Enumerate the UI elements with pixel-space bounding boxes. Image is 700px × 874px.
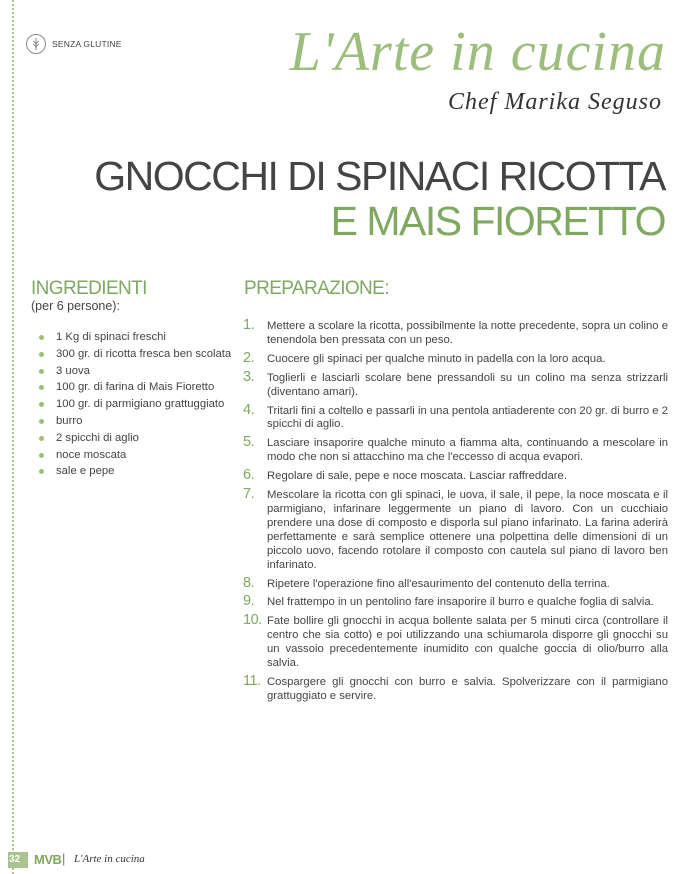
step-text: Lasciare insaporire qualche minuto a fiamma alta, continuando a mescolare in modo che non si attacchino ma che l'eccesso di acqua evapori. bbox=[267, 437, 668, 464]
step-text: Mescolare la ricotta con gli spinaci, le uova, il sale, il pepe, la noce moscata e il parmigiano, infarinare leggermente un piano di lavoro. Con un cucchiaio prendere una dose di composto e disporla sul piano infarinato. La farina aderirà perfettamente e sarà semplice ottenere una polpettina delle dimensioni di un piccolo uovo, facendo rotolare il composto con cautela sul piano di lavoro ben infarinato. bbox=[267, 489, 668, 571]
gluten-free-icon bbox=[26, 34, 46, 54]
bullet-icon bbox=[39, 402, 44, 407]
step-number: 10. bbox=[243, 612, 262, 629]
bullet-icon bbox=[39, 469, 44, 474]
step-item bbox=[243, 486, 668, 572]
step-item bbox=[243, 401, 668, 433]
bullet-icon bbox=[39, 352, 44, 357]
ingredient-item: 2 spicchi di aglio bbox=[39, 430, 231, 447]
step-number: 5. bbox=[243, 434, 255, 451]
ingredient-item: 300 gr. di ricotta fresca ben scolata bbox=[39, 346, 231, 363]
bullet-icon bbox=[39, 335, 44, 340]
masthead-title: L'Arte in cucina bbox=[289, 21, 666, 83]
step-item bbox=[243, 593, 668, 610]
step-number: 7. bbox=[243, 486, 255, 503]
step-text: Cospargere gli gnocchi con burro e salvia. Spolverizzare con il parmigiano grattuggiato e servire. bbox=[267, 675, 668, 702]
bullet-icon bbox=[39, 385, 44, 390]
step-text: Tritarli fini a coltello e passarli in una pentola antiaderente con 20 gr. di burro e 2 spicchi di aglio. bbox=[267, 404, 668, 431]
step-item bbox=[243, 672, 668, 704]
step-text: Fate bollire gli gnocchi in acqua bollente salata per 5 minuti circa (controllare il centro che sia cotto) e poi utilizzando una schiumarola disporre gli gnocchi su un vassoio precedentemente inumidito con qualche goccia di olio/burro alla salvia. bbox=[267, 615, 668, 670]
step-text: Toglierli e lasciarli scolare bene pressandoli su un colino ma senza strizzarli (diventano amari). bbox=[267, 371, 668, 398]
step-item bbox=[243, 368, 668, 400]
step-item bbox=[243, 317, 668, 348]
step-item bbox=[243, 467, 668, 484]
servings-note: (per 6 persone): bbox=[31, 299, 120, 313]
recipe-title-line1: GNOCCHI DI SPINACI RICOTTA bbox=[94, 153, 665, 199]
chef-name: Chef Marika Seguso bbox=[448, 89, 662, 115]
ingredient-item: 1 Kg di spinaci freschi bbox=[39, 329, 231, 346]
bullet-icon bbox=[39, 453, 44, 458]
preparation-steps bbox=[243, 317, 668, 709]
step-text: Regolare di sale, pepe e noce moscata. Lasciar raffreddare. bbox=[267, 470, 567, 483]
step-text: Ripetere l'operazione fino all'esaurimento del contenuto della terrina. bbox=[267, 577, 610, 590]
magazine-logo: MVB bbox=[34, 852, 62, 867]
footer-separator: | bbox=[62, 851, 66, 866]
ingredient-item: sale e pepe bbox=[39, 463, 231, 480]
step-item bbox=[243, 349, 668, 367]
ingredient-item: noce moscata bbox=[39, 447, 231, 464]
preparation-heading: PREPARAZIONE: bbox=[244, 278, 389, 299]
step-number: 9. bbox=[243, 593, 255, 610]
ingredients-heading: INGREDIENTI bbox=[31, 278, 147, 299]
bullet-icon bbox=[39, 419, 44, 424]
step-number: 11. bbox=[243, 672, 261, 689]
step-text: Cuocere gli spinaci per qualche minuto in padella con la loro acqua. bbox=[267, 352, 606, 365]
step-text: Mettere a scolare la ricotta, possibilmente la notte precedente, sopra un colino e tenendola ben pressata con un peso. bbox=[267, 320, 668, 346]
recipe-title-line2: E MAIS FIORETTO bbox=[330, 198, 665, 244]
page-number: 32 bbox=[9, 854, 21, 865]
category-tag: SENZA GLUTINE bbox=[52, 39, 122, 49]
step-item bbox=[243, 434, 668, 465]
step-number: 8. bbox=[243, 574, 255, 591]
bullet-icon bbox=[39, 369, 44, 374]
ingredients-list bbox=[39, 329, 231, 480]
step-item bbox=[243, 612, 668, 671]
ingredient-item: 100 gr. di farina di Mais Fioretto bbox=[39, 379, 231, 396]
dotted-margin-rule bbox=[12, 0, 14, 874]
ingredient-item: 3 uova bbox=[39, 363, 231, 380]
step-number: 3. bbox=[243, 368, 255, 385]
step-number: 4. bbox=[243, 401, 255, 418]
bullet-icon bbox=[39, 436, 44, 441]
ingredient-item: 100 gr. di parmigiano grattuggiato bbox=[39, 396, 231, 413]
ingredient-item: burro bbox=[39, 413, 231, 430]
step-text: Nel frattempo in un pentolino fare insaporire il burro e qualche foglia di salvia. bbox=[267, 596, 654, 609]
step-number: 6. bbox=[243, 467, 255, 484]
step-number: 2. bbox=[243, 349, 255, 366]
step-number: 1. bbox=[243, 317, 255, 333]
footer-section-title: L'Arte in cucina bbox=[74, 853, 145, 865]
step-item bbox=[243, 574, 668, 592]
